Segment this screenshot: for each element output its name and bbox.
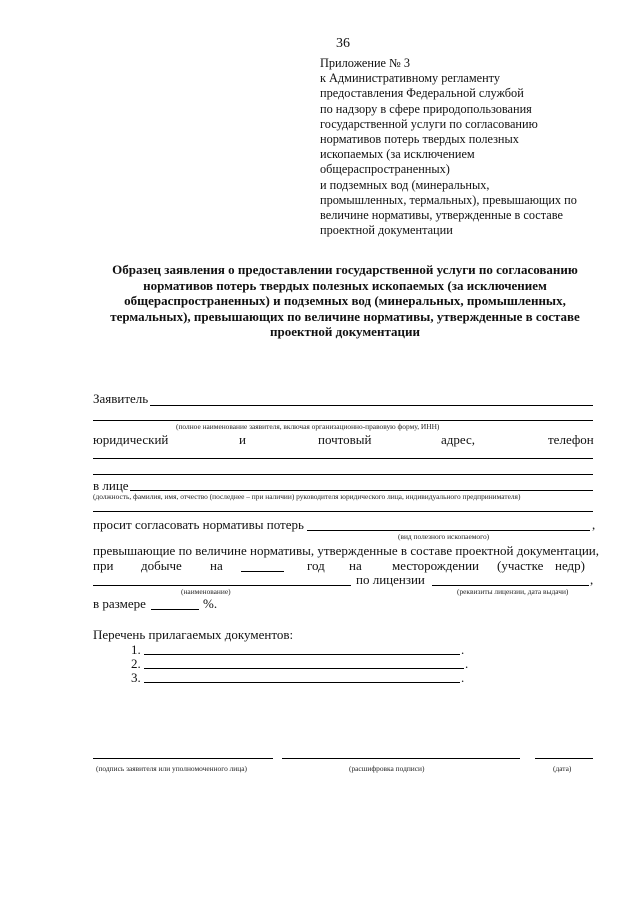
mining-word: год [307,558,325,573]
amount-field[interactable] [151,609,199,610]
address-word: адрес, [441,432,475,447]
doc-item-field[interactable] [144,682,460,683]
address-word: юридический [93,432,169,447]
year-field[interactable] [241,571,284,572]
appendix-line: величине нормативы, утвержденные в составе [320,208,563,223]
address-word: и [239,432,246,447]
license-comma: , [590,572,594,587]
doc-item-end: . [461,670,465,685]
amount-label: в размере [93,596,146,611]
mining-word: на [349,558,362,573]
address-field-2[interactable] [93,474,593,475]
appendix-line: государственной услуги по согласованию [320,116,538,131]
appendix-line: ископаемых (за исключением [320,147,475,162]
applicant-label: Заявитель [93,391,149,406]
title-line: общераспространенных) и подземных вод (минеральных, промышленных, [124,293,566,308]
applicant-field-2[interactable] [93,420,593,421]
person-field[interactable] [130,490,593,491]
appendix-line: проектной документации [320,223,453,238]
doc-item-field[interactable] [144,668,464,669]
license-field[interactable] [432,585,589,586]
title-line: Образец заявления о предоставлении государственной услуги по согласованию [112,262,578,277]
request-text: просит согласовать нормативы потерь [93,517,304,532]
document-title [95,262,595,340]
date-field[interactable] [535,758,593,759]
mineral-field[interactable] [307,530,590,531]
doc-item-field[interactable] [144,654,460,655]
mineral-hint: (вид полезного ископаемого) [398,532,490,541]
mining-word: недр) [555,558,585,573]
mining-word: добыче [141,558,182,573]
applicant-field[interactable] [150,405,593,406]
appendix-line: к Административному регламенту [320,71,501,86]
mining-word: месторождении [392,558,480,573]
doc-item-number: 2. [131,656,141,671]
license-text: по лицензии [356,572,425,587]
name-hint: (наименование) [181,587,231,596]
deposit-name-field[interactable] [93,585,351,586]
appendix-line: предоставления Федеральной службой [320,86,524,101]
mining-word: (участке [497,558,544,573]
address-word: телефон [548,432,594,447]
decode-hint: (расшифровка подписи) [349,764,425,773]
page-number: 36 [336,36,350,51]
doc-item-end: . [461,642,465,657]
applicant-hint: (полное наименование заявителя, включая организационно-правовую форму, ИНН) [176,422,440,431]
address-field[interactable] [93,458,593,459]
mining-word: на [210,558,223,573]
title-line: проектной документации [270,324,420,339]
appendix-line: и подземных вод (минеральных, [320,177,490,192]
amount-unit: %. [203,596,218,611]
title-line: нормативов потерь твердых полезных ископаемых (за исключением [143,277,547,293]
exceeding-text: превышающие по величине нормативы, утвержденные в составе проектной документации, [93,543,600,558]
person-hint: (должность, фамилия, имя, отчество (последнее – при наличии) руководителя юридического лица, индивидуального предпринимателя) [93,492,521,501]
doc-item-end: . [465,656,469,671]
mining-word: при [93,558,114,573]
appendix-header [320,56,610,238]
signature-decode-field[interactable] [282,758,520,759]
title-line: термальных), превышающих по величине нормативы, утвержденные в составе [110,308,580,324]
request-comma: , [592,517,596,532]
person-field-2[interactable] [93,511,593,512]
appendix-line: общераспространенных) [320,162,450,177]
appendix-line: нормативов потерь твердых полезных [320,132,519,147]
docs-label: Перечень прилагаемых документов: [93,627,294,642]
person-label: в лице [93,478,129,493]
date-hint: (дата) [553,764,572,773]
signature-field[interactable] [93,758,273,759]
appendix-line: Приложение № 3 [320,56,411,70]
appendix-line: промышленных, термальных), превышающих по [320,192,577,207]
appendix-line: по надзору в сфере природопользования [320,101,532,116]
signature-hint: (подпись заявителя или уполномоченного лица) [96,764,247,773]
doc-item-number: 3. [131,670,141,685]
address-word: почтовый [318,432,372,447]
doc-item-number: 1. [131,642,141,657]
license-hint: (реквизиты лицензии, дата выдачи) [457,587,569,596]
